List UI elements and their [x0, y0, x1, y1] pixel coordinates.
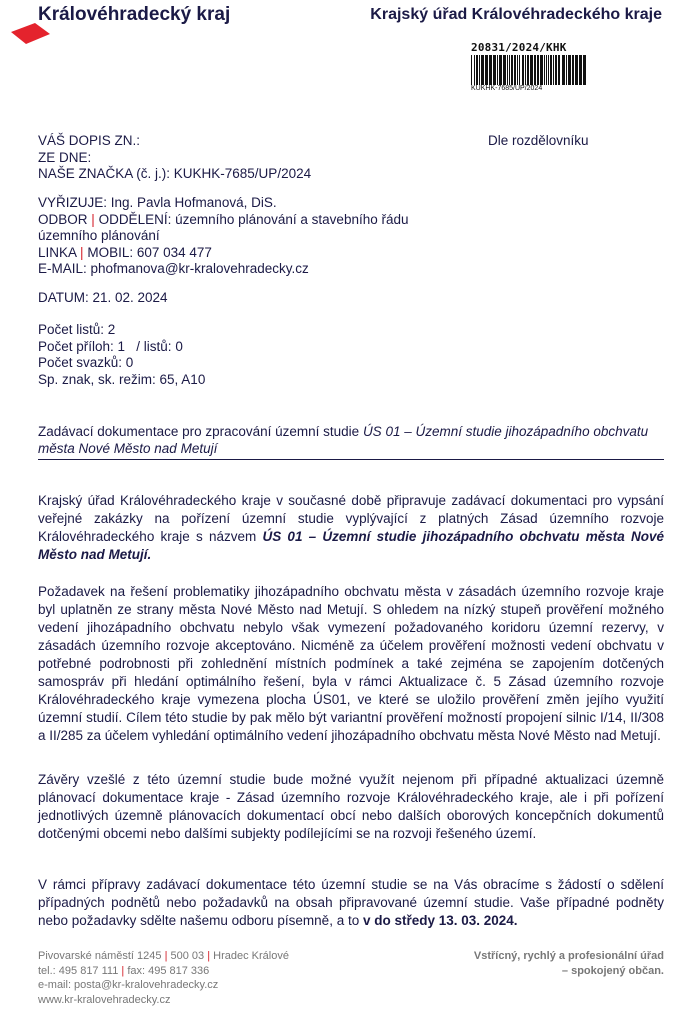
barcode-block — [471, 41, 587, 92]
separator: | — [91, 211, 95, 227]
barcode-reference: KUKHK-7685/UP/2024 — [471, 85, 543, 92]
footer-web: www.kr-kralovehradecky.cz — [38, 993, 171, 1006]
your-letter-date: ZE DNE: — [38, 149, 92, 165]
recipient: Dle rozdělovníku — [488, 133, 589, 148]
footer-tel: tel.: 495 817 111 — [38, 964, 119, 977]
our-reference: NAŠE ZNAČKA (č. j.): KUKHK-7685/UP/2024 — [38, 166, 312, 182]
footer-slogan — [474, 949, 664, 978]
subject-line — [38, 423, 664, 460]
reference-block — [38, 133, 311, 183]
section-label: ODDĚLENÍ: územního plánování a stavebního řádu — [98, 211, 409, 227]
subject-plain: Zadávací dokumentace pro zpracování územní studie — [38, 424, 363, 439]
logo-text: Královéhradecký kraj — [38, 4, 231, 25]
paragraph-4-text: V rámci přípravy zadávací dokumentace této územní studie se na Vás obracíme s žádostí o sdělení případných podnětů nebo požadavků na obsah připravované územní studie. Vaše případné podněty nebo požadavky sdělte našemu odboru písemně, a to — [38, 877, 664, 928]
footer-street: Pivovarské náměstí 1245 — [38, 950, 162, 962]
footer-postcode: 500 03 — [170, 950, 205, 962]
footer-email: e-mail: posta@kr-kralovehradecky.cz — [38, 979, 219, 992]
slogan-line-2: – spokojený občan. — [561, 964, 664, 977]
count-block — [38, 322, 205, 388]
contact-block — [38, 195, 409, 278]
separator: | — [121, 964, 125, 977]
paragraph-4 — [38, 876, 664, 930]
handled-by: VYŘIZUJE: Ing. Pavla Hofmanová, DiS. — [38, 195, 277, 210]
your-letter-ref: VÁŠ DOPIS ZN.: — [38, 133, 141, 148]
paragraph-3: Závěry vzešlé z této územní studie bude možné využít nejenom při případné aktualizaci územně plánovací dokumentace kraje - Zásad územního rozvoje Královéhradeckého kraje, ale i při pořízení jednotlivých územně plánovacích dokumentací obcí nebo dalších oborových koncepčních dokumentů dotčenými obcemi nebo dalšími subjekty podílejícími se na rozvoji řešeného území. — [38, 772, 664, 841]
paragraph-1-text: Krajský úřad Královéhradeckého kraje v současné době připravuje zadávací dokumentaci pro vypsání veřejné zakázky na pořízení územní studie vyplývající z platných Zásad územního rozvoje Královéhradeckého kraje s názvem — [38, 493, 664, 544]
phone-line — [38, 245, 409, 262]
separator: | — [164, 950, 168, 962]
paragraph-2: Požadavek na řešení problematiky jihozápadního obchvatu města v zásadách územního rozvoje kraje byl uplatněn ze strany města Nové Město nad Metují. S ohledem na nízký stupeň prověření možného vedení jihozápadního obchvatu nebylo však vymezení požadovaného koridoru územní rezervy, v zásadách územního rozvoje akceptováno. Nicméně za účelem prověření možnosti vedení obchvatu v potřebné podrobnosti při zohlednění místních podmínek a také zejména se zapojením dotčených samospráv při hledání optimálního řešení, byla v rámci Aktualizace č. 5 Zásad územního rozvoje Královéhradeckého kraje vymezena plocha ÚS01, ve které se uložilo prověření změn jejího využití územní studií. Cílem této studie by pak mělo být variantní prověření možností propojení silnic I/14, II/308 a II/285 za účelem vyhledání optimálního vedení jihozápadního obchvatu města Nové Město nad Metují. — [38, 584, 664, 743]
attachment-count: Počet příloh: 1 / listů: 0 — [38, 338, 183, 354]
footer-address — [38, 949, 289, 964]
sheet-count: Počet listů: 2 — [38, 322, 116, 337]
department-label: ODBOR — [38, 211, 88, 227]
mobile: MOBIL: 607 034 477 — [87, 244, 212, 260]
department-line — [38, 212, 409, 229]
department-line-2: územního plánování — [38, 228, 160, 244]
study-name: ÚS 01 – Územní studie jihozápadního obchvatu města Nové Město nad Metují. — [38, 529, 664, 562]
footer-contacts — [38, 949, 289, 1007]
kraj-logo-icon — [10, 23, 52, 45]
separator: | — [80, 244, 84, 260]
date-block — [38, 290, 168, 307]
slogan-line-1: Vstřícný, rychlý a profesionální úřad — [473, 950, 664, 962]
office-name: Krajský úřad Královéhradeckého kraje — [370, 6, 662, 23]
letter-date: DATUM: 21. 02. 2024 — [38, 290, 168, 305]
file-code: Sp. znak, sk. režim: 65, A10 — [38, 371, 206, 387]
separator: | — [207, 950, 211, 962]
volume-count: Počet svazků: 0 — [38, 355, 134, 371]
subject-italic: ÚS 01 – Územní studie jihozápadního obchvatu města Nové Město nad Metují — [38, 424, 649, 456]
phone-label: LINKA — [38, 244, 77, 260]
footer-city: Hradec Králové — [213, 950, 289, 962]
paragraph-1 — [38, 492, 664, 564]
barcode-id: 20831/2024/KHK — [471, 41, 567, 54]
deadline: v do středy 13. 03. 2024. — [362, 913, 518, 928]
barcode — [471, 55, 587, 85]
footer-phone — [38, 964, 289, 979]
footer-fax: fax: 495 817 336 — [127, 964, 210, 977]
email-line: E-MAIL: phofmanova@kr-kralovehradecky.cz — [38, 261, 309, 277]
